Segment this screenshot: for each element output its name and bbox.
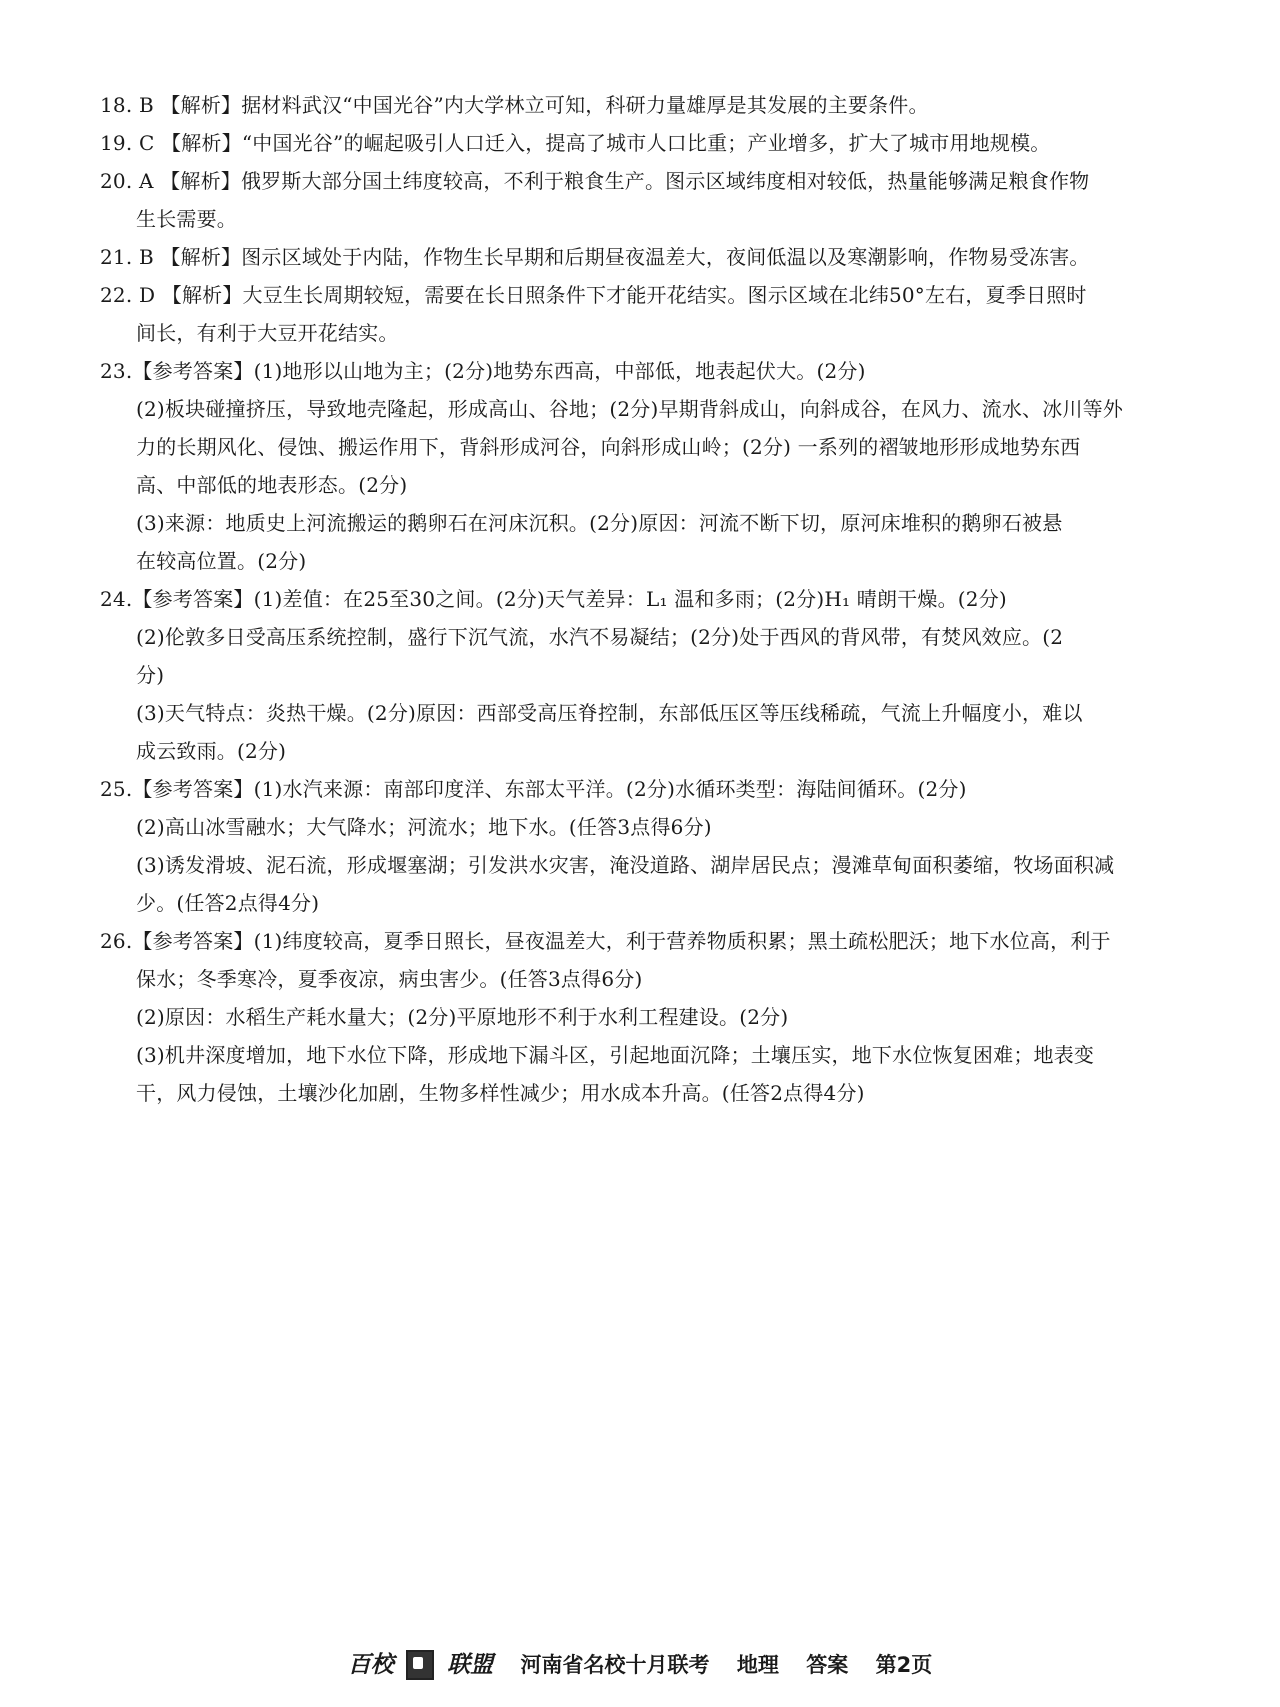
answer-content [100,86,1190,1112]
page-footer [0,1648,1280,1680]
answer-23-3-cont: 在较高位置。(2分) [136,549,307,573]
answer-26-3: (3)机井深度增加，地下水位下降，形成地下漏斗区，引起地面沉降；土壤压实，地下水位恢复困难；地表变 [136,1043,1095,1067]
answer-19: 19. C 【解析】“中国光谷”的崛起吸引人口迁入，提高了城市人口比重；产业增多，扩大了城市用地规模。 [100,131,1051,155]
answer-20-cont: 生长需要。 [136,207,237,231]
subject: 地理 [736,1652,779,1677]
answer-22: 22. D 【解析】大豆生长周期较短，需要在长日照条件下才能开花结实。图示区域在北纬50°左右，夏季日照时 [100,283,1087,307]
answer-24-2-cont: 分) [136,663,165,687]
answer-23-2: (2)板块碰撞挤压，导致地壳隆起，形成高山、谷地；(2分)早期背斜成山，向斜成谷，在风力、流水、冰川等外 [136,397,1124,421]
answer-24-2: (2)伦敦多日受高压系统控制，盛行下沉气流，水汽不易凝结；(2分)处于西风的背风带，有焚风效应。(2 [136,625,1064,649]
answer-26-3-cont: 干，风力侵蚀，土壤沙化加剧，生物多样性减少；用水成本升高。(任答2点得4分) [136,1081,865,1105]
doc-type: 答案 [806,1652,849,1677]
exam-name: 河南省名校十月联考 [520,1652,710,1677]
answer-23-2-cont-b: 高、中部低的地表形态。(2分) [136,473,408,497]
answer-22-cont: 间长，有利于大豆开花结实。 [136,321,399,345]
answer-25-3: (3)诱发滑坡、泥石流，形成堰塞湖；引发洪水灾害，淹没道路、湖岸居民点；漫滩草甸面积萎缩，牧场面积减 [136,853,1115,877]
answer-20: 20. A 【解析】俄罗斯大部分国土纬度较高，不利于粮食生产。图示区域纬度相对较低，热量能够满足粮食作物 [100,169,1090,193]
answer-21: 21. B 【解析】图示区域处于内陆，作物生长早期和后期昼夜温差大，夜间低温以及寒潮影响，作物易受冻害。 [100,245,1090,269]
answer-23-3: (3)来源：地质史上河流搬运的鹅卵石在河床沉积。(2分)原因：河流不断下切，原河床堆积的鹅卵石被悬 [136,511,1063,535]
page-number: 第2页 [875,1652,933,1677]
alliance-logo-icon [406,1650,434,1680]
answer-24-3: (3)天气特点：炎热干燥。(2分)原因：西部受高压脊控制，东部低压区等压线稀疏，气流上升幅度小，难以 [136,701,1083,725]
answer-18: 18. B 【解析】据材料武汉“中国光谷”内大学林立可知，科研力量雄厚是其发展的主要条件。 [100,93,929,117]
answer-26-1: 26.【参考答案】(1)纬度较高，夏季日照长，昼夜温差大，利于营养物质积累；黑土疏松肥沃；地下水位高，利于 [100,929,1111,953]
answer-24-1: 24.【参考答案】(1)差值：在25至30之间。(2分)天气差异：L₁ 温和多雨；(2分)H₁ 晴朗干燥。(2分) [100,587,1007,611]
answer-24-3-cont: 成云致雨。(2分) [136,739,287,763]
answer-25-2: (2)高山冰雪融水；大气降水；河流水；地下水。(任答3点得6分) [136,815,712,839]
answer-23-1: 23.【参考答案】(1)地形以山地为主；(2分)地势东西高，中部低，地表起伏大。(2分) [100,359,866,383]
answer-26-2: (2)原因：水稻生产耗水量大；(2分)平原地形不利于水利工程建设。(2分) [136,1005,789,1029]
answer-25-3-cont: 少。(任答2点得4分) [136,891,320,915]
brand-right: 联盟 [447,1650,494,1678]
answer-26-1-cont: 保水；冬季寒冷，夏季夜凉，病虫害少。(任答3点得6分) [136,967,643,991]
answer-23-2-cont-a: 力的长期风化、侵蚀、搬运作用下，背斜形成河谷，向斜形成山岭；(2分) 一系列的褶皱地形形成地势东西 [136,435,1081,459]
brand-left: 百校 [347,1650,394,1678]
answer-25-1: 25.【参考答案】(1)水汽来源：南部印度洋、东部太平洋。(2分)水循环类型：海陆间循环。(2分) [100,777,967,801]
